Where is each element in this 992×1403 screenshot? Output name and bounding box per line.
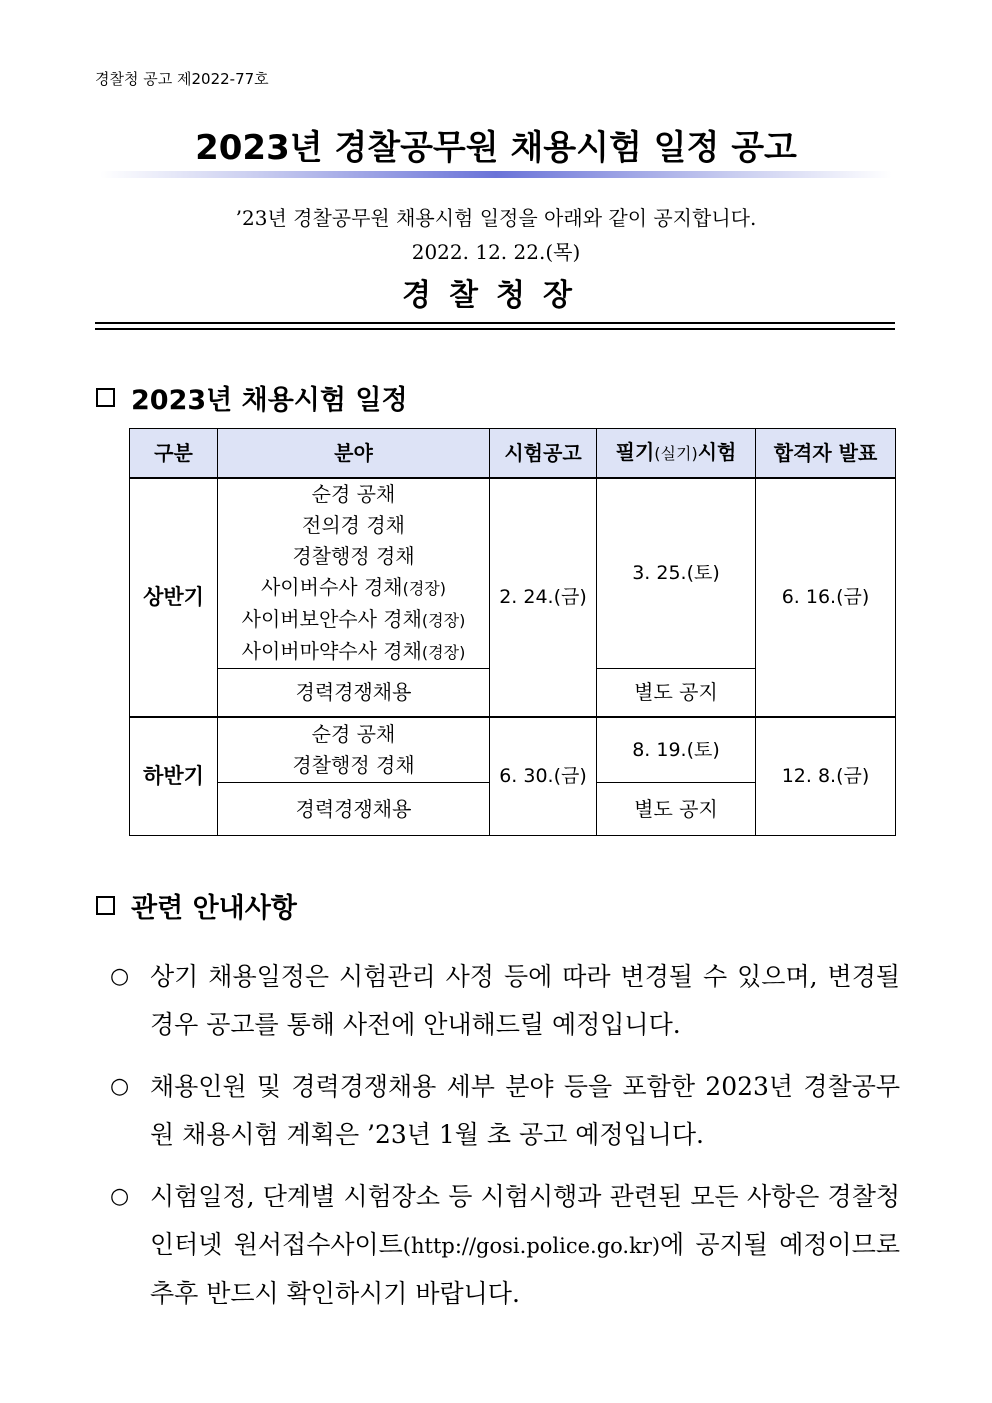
career-exam-cell: 별도 공지 (597, 669, 756, 718)
field-item: 사이버보안수사 경채(경장) (241, 607, 466, 631)
col-header-written-exam: 필기(실기)시험 (597, 429, 756, 479)
table-row (130, 717, 896, 783)
application-site-url[interactable]: (http://gosi.police.go.kr) (402, 1234, 661, 1258)
col-header-field: 분야 (218, 429, 490, 479)
intro-line: ’23년 경찰공무원 채용시험 일정을 아래와 같이 공지합니다. (235, 206, 757, 230)
written-exam-date-cell: 3. 25.(토) (597, 478, 756, 669)
list-item-text: 시험일정, 단계별 시험장소 등 시험시행과 관련된 모든 사항은 경찰청 인터넷 원서접수사이트(http://gosi.police.go.kr)에 공지될 예정이므로 추후 반드시 확인하시기 바랍니다. (150, 1182, 900, 1308)
notice-number: 경찰청 공고 제2022-77호 (95, 70, 269, 88)
section-heading-notes (96, 886, 297, 925)
issuing-authority: 경찰청장 (402, 278, 590, 313)
period-first-half: 상반기 (130, 478, 218, 717)
list-item (110, 1173, 900, 1318)
period-second-half: 하반기 (130, 717, 218, 836)
announcement-date: 2022. 12. 22.(목) (411, 240, 581, 264)
list-item (110, 953, 900, 1049)
list-item-text: 채용인원 및 경력경쟁채용 세부 분야 등을 포함한 2023년 경찰공무원 채용시험 계획은 ’23년 1월 초 공고 예정입니다. (150, 1072, 900, 1149)
announcement-date-cell: 6. 30.(금) (490, 717, 597, 836)
field-item: 사이버마약수사 경채(경장) (241, 639, 466, 663)
result-date-cell: 6. 16.(금) (756, 478, 896, 717)
field-item: 전의경 경채 (302, 513, 405, 537)
checkbox-square-icon (96, 896, 115, 915)
table-row (130, 478, 896, 669)
field-item: 경찰행정 경채 (292, 544, 415, 568)
field-item: 경찰행정 경채 (292, 753, 415, 777)
career-field-cell: 경력경쟁채용 (218, 669, 490, 718)
circle-bullet-icon: ○ (110, 1184, 130, 1209)
announcement-date-cell: 2. 24.(금) (490, 478, 597, 717)
circle-bullet-icon: ○ (110, 1074, 130, 1099)
result-date-cell: 12. 8.(금) (756, 717, 896, 836)
field-item: 사이버수사 경채(경장) (260, 575, 446, 599)
field-item: 순경 공채 (311, 722, 396, 746)
field-item: 순경 공채 (311, 482, 396, 506)
fields-cell (218, 717, 490, 783)
col-header-result: 합격자 발표 (756, 429, 896, 479)
list-item-text: 상기 채용일정은 시험관리 사정 등에 따라 변경될 수 있으며, 변경될 경우 공고를 통해 사전에 안내해드릴 예정입니다. (150, 962, 900, 1039)
double-divider (95, 322, 895, 330)
col-header-announcement: 시험공고 (490, 429, 597, 479)
written-exam-date-cell: 8. 19.(토) (597, 717, 756, 783)
career-exam-cell: 별도 공지 (597, 783, 756, 836)
list-item (110, 1063, 900, 1159)
section-heading-text: 관련 안내사항 (131, 893, 297, 924)
title-underline (100, 171, 892, 178)
section-heading-schedule (96, 378, 408, 417)
section-heading-text: 2023년 채용시험 일정 (131, 385, 408, 416)
circle-bullet-icon: ○ (110, 964, 130, 989)
table-header-row (130, 429, 896, 479)
page-title: 2023년 경찰공무원 채용시험 일정 공고 (195, 128, 797, 168)
checkbox-square-icon (96, 388, 115, 407)
career-field-cell: 경력경쟁채용 (218, 783, 490, 836)
schedule-table (129, 428, 896, 836)
fields-cell (218, 478, 490, 669)
col-header-category: 구분 (130, 429, 218, 479)
